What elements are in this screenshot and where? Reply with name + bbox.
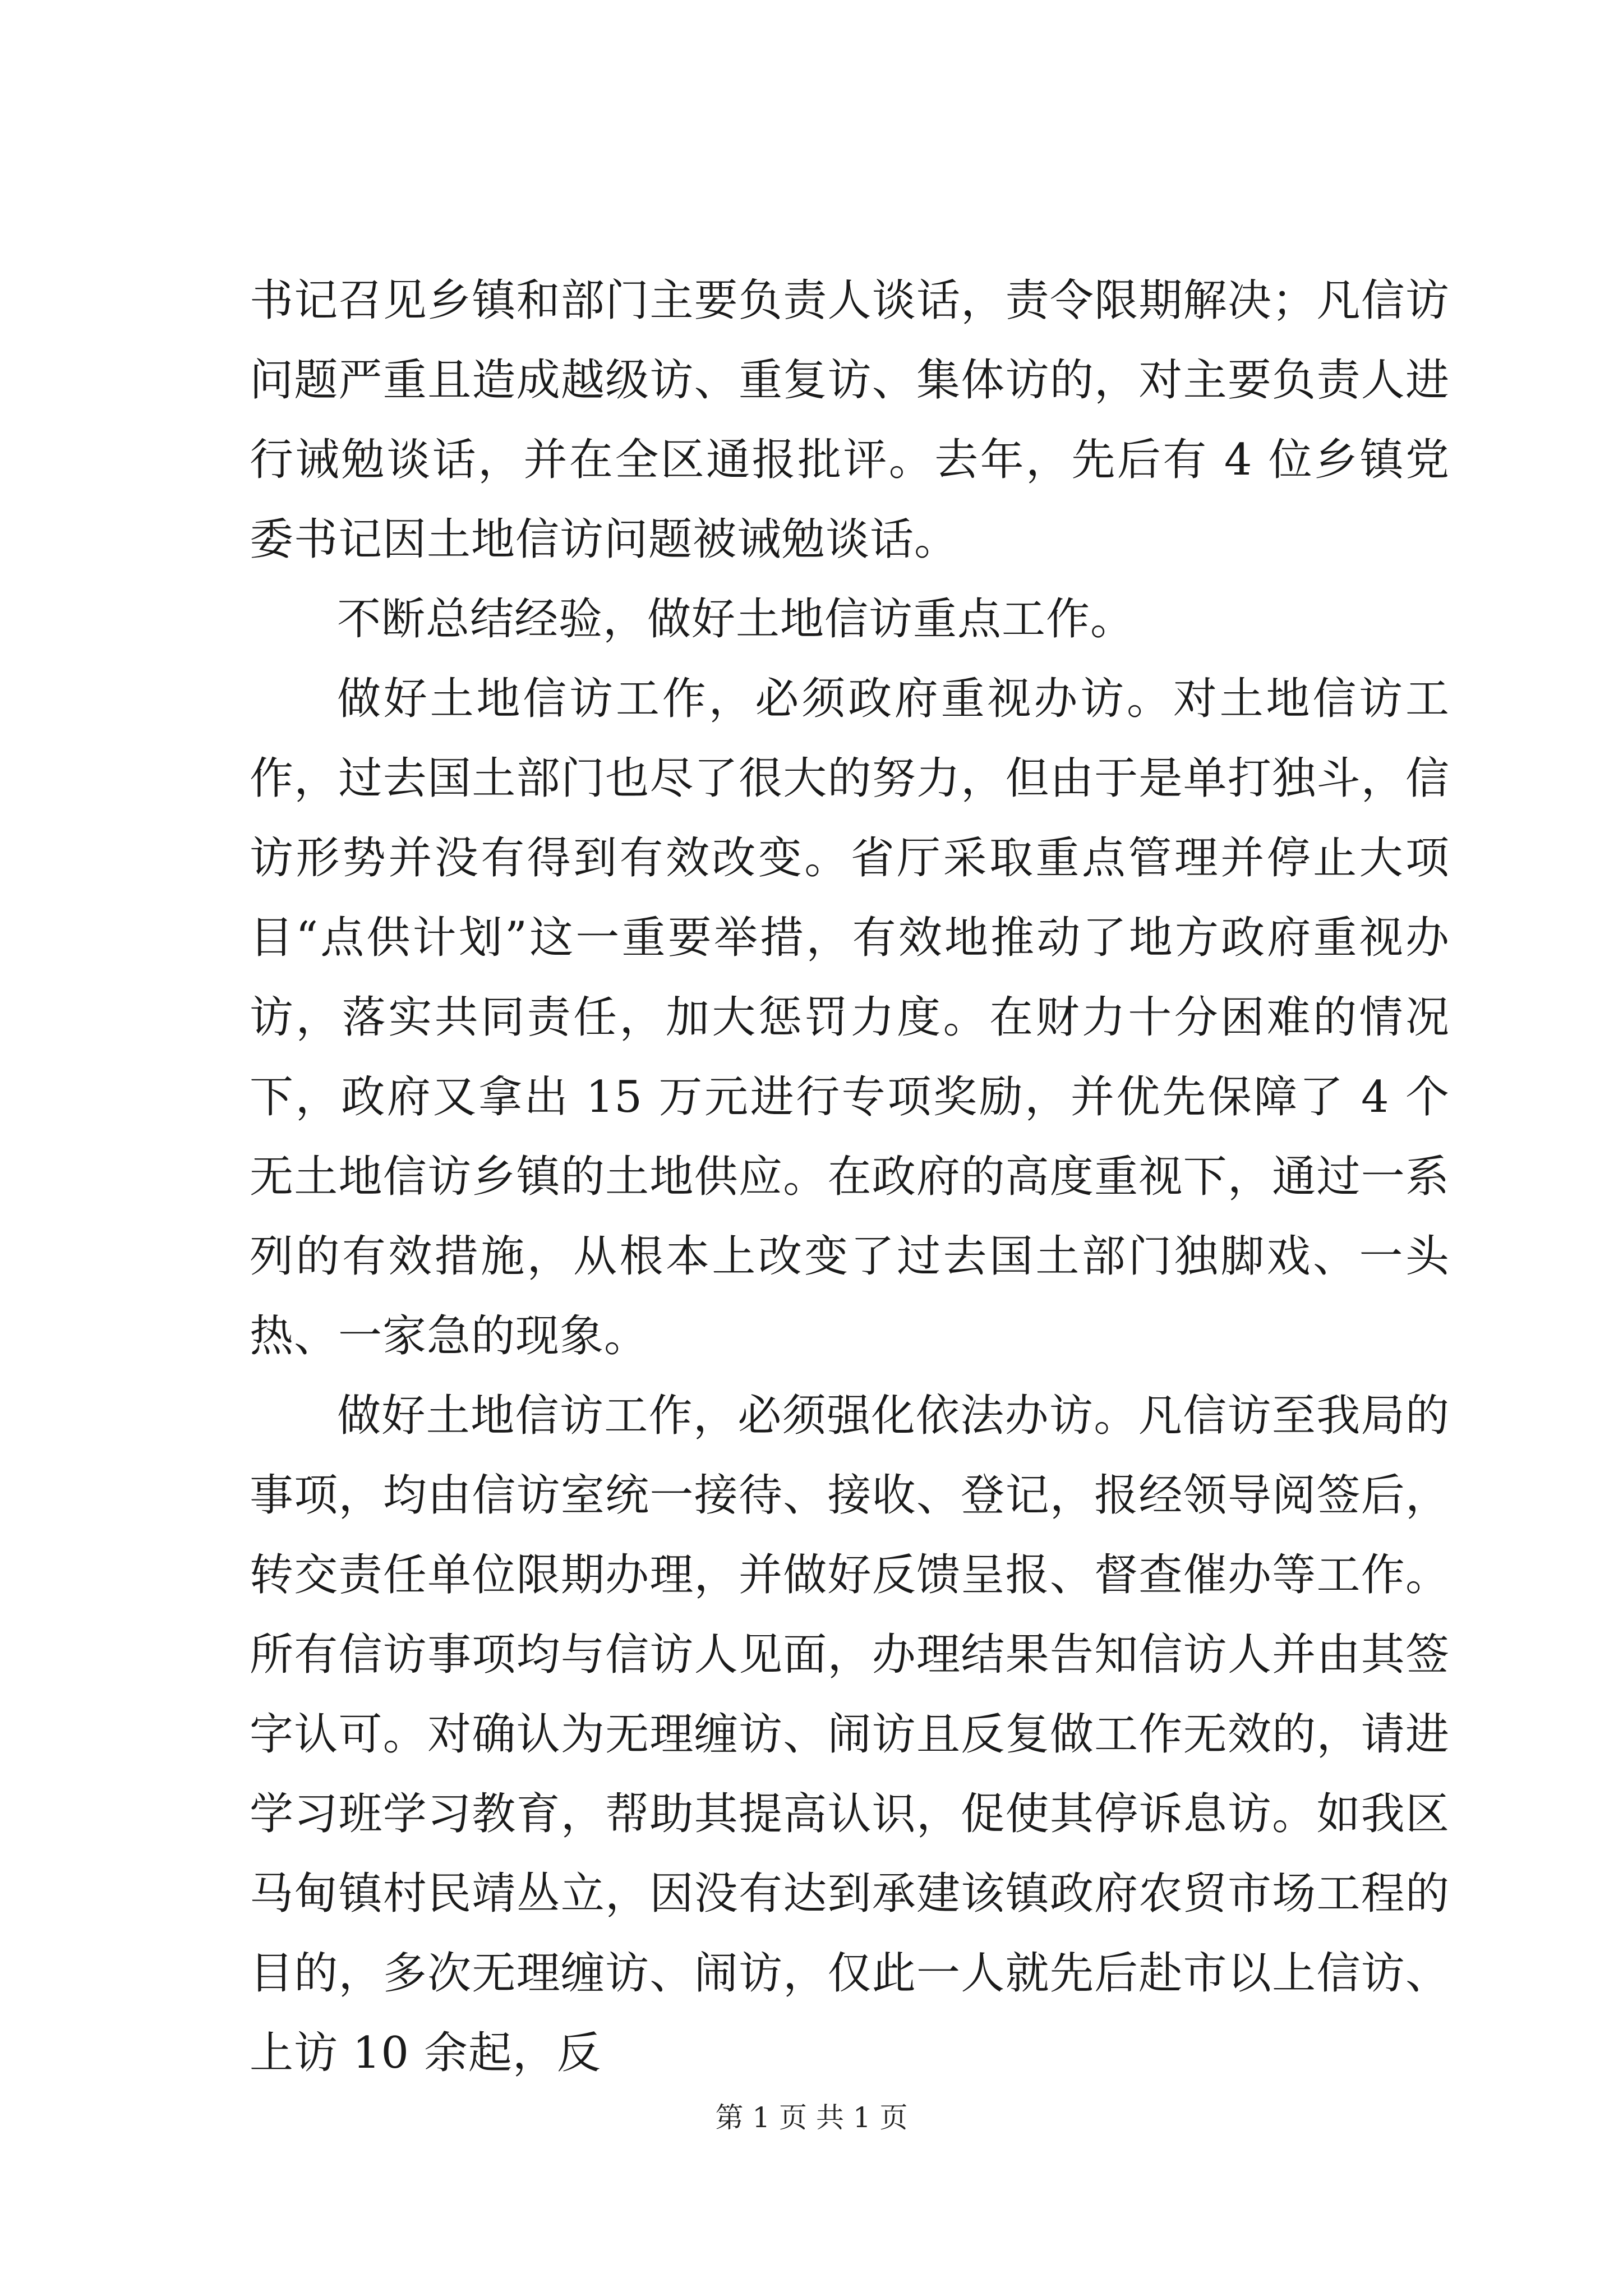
paragraph-4: 做好土地信访工作，必须强化依法办访。凡信访至我局的事项，均由信访室统一接待、接收、登记，报经领导阅签后，转交责任单位限期办理，并做好反馈呈报、督查催办等工作。所有信访事项均与信访人见面，办理结果告知信访人并由其签字认可。对确认为无理缠访、闹访且反复做工作无效的，请进学习班学习教育，帮助其提高认识，促使其停诉息访。如我区马甸镇村民靖丛立，因没有达到承建该镇政府农贸市场工程的目的，多次无理缠访、闹访，仅此一人就先后赴市以上信访、上访 10 余起，反 — [250, 1391, 1450, 2078]
paragraph-2-heading: 不断总结经验，做好土地信访重点工作。 — [337, 594, 1135, 645]
paragraph-3: 做好土地信访工作，必须政府重视办访。对土地信访工作，过去国土部门也尽了很大的努力，但由于是单打独斗，信访形势并没有得到有效改变。省厅采取重点管理并停止大项目“点供计划”这一重要举措，有效地推动了地方政府重视办访，落实共同责任，加大惩罚力度。在财力十分困难的情况下，政府又拿出 15 万元进行专项奖励，并优先保障了 4 个无土地信访乡镇的土地供应。在政府的高度重视下，通过一系列的有效措施，从根本上改变了过去国土部门独脚戏、一头热、一家急的现象。 — [250, 674, 1450, 1361]
document-body — [250, 261, 1450, 2093]
paragraph-1: 书记召见乡镇和部门主要负责人谈话，责令限期解决；凡信访问题严重且造成越级访、重复访、集体访的，对主要负责人进行诫勉谈话，并在全区通报批评。去年，先后有 4 位乡镇党委书记因土地信访问题被诫勉谈话。 — [250, 275, 1450, 565]
page-footer: 第 1 页 共 1 页 — [715, 2101, 908, 2134]
